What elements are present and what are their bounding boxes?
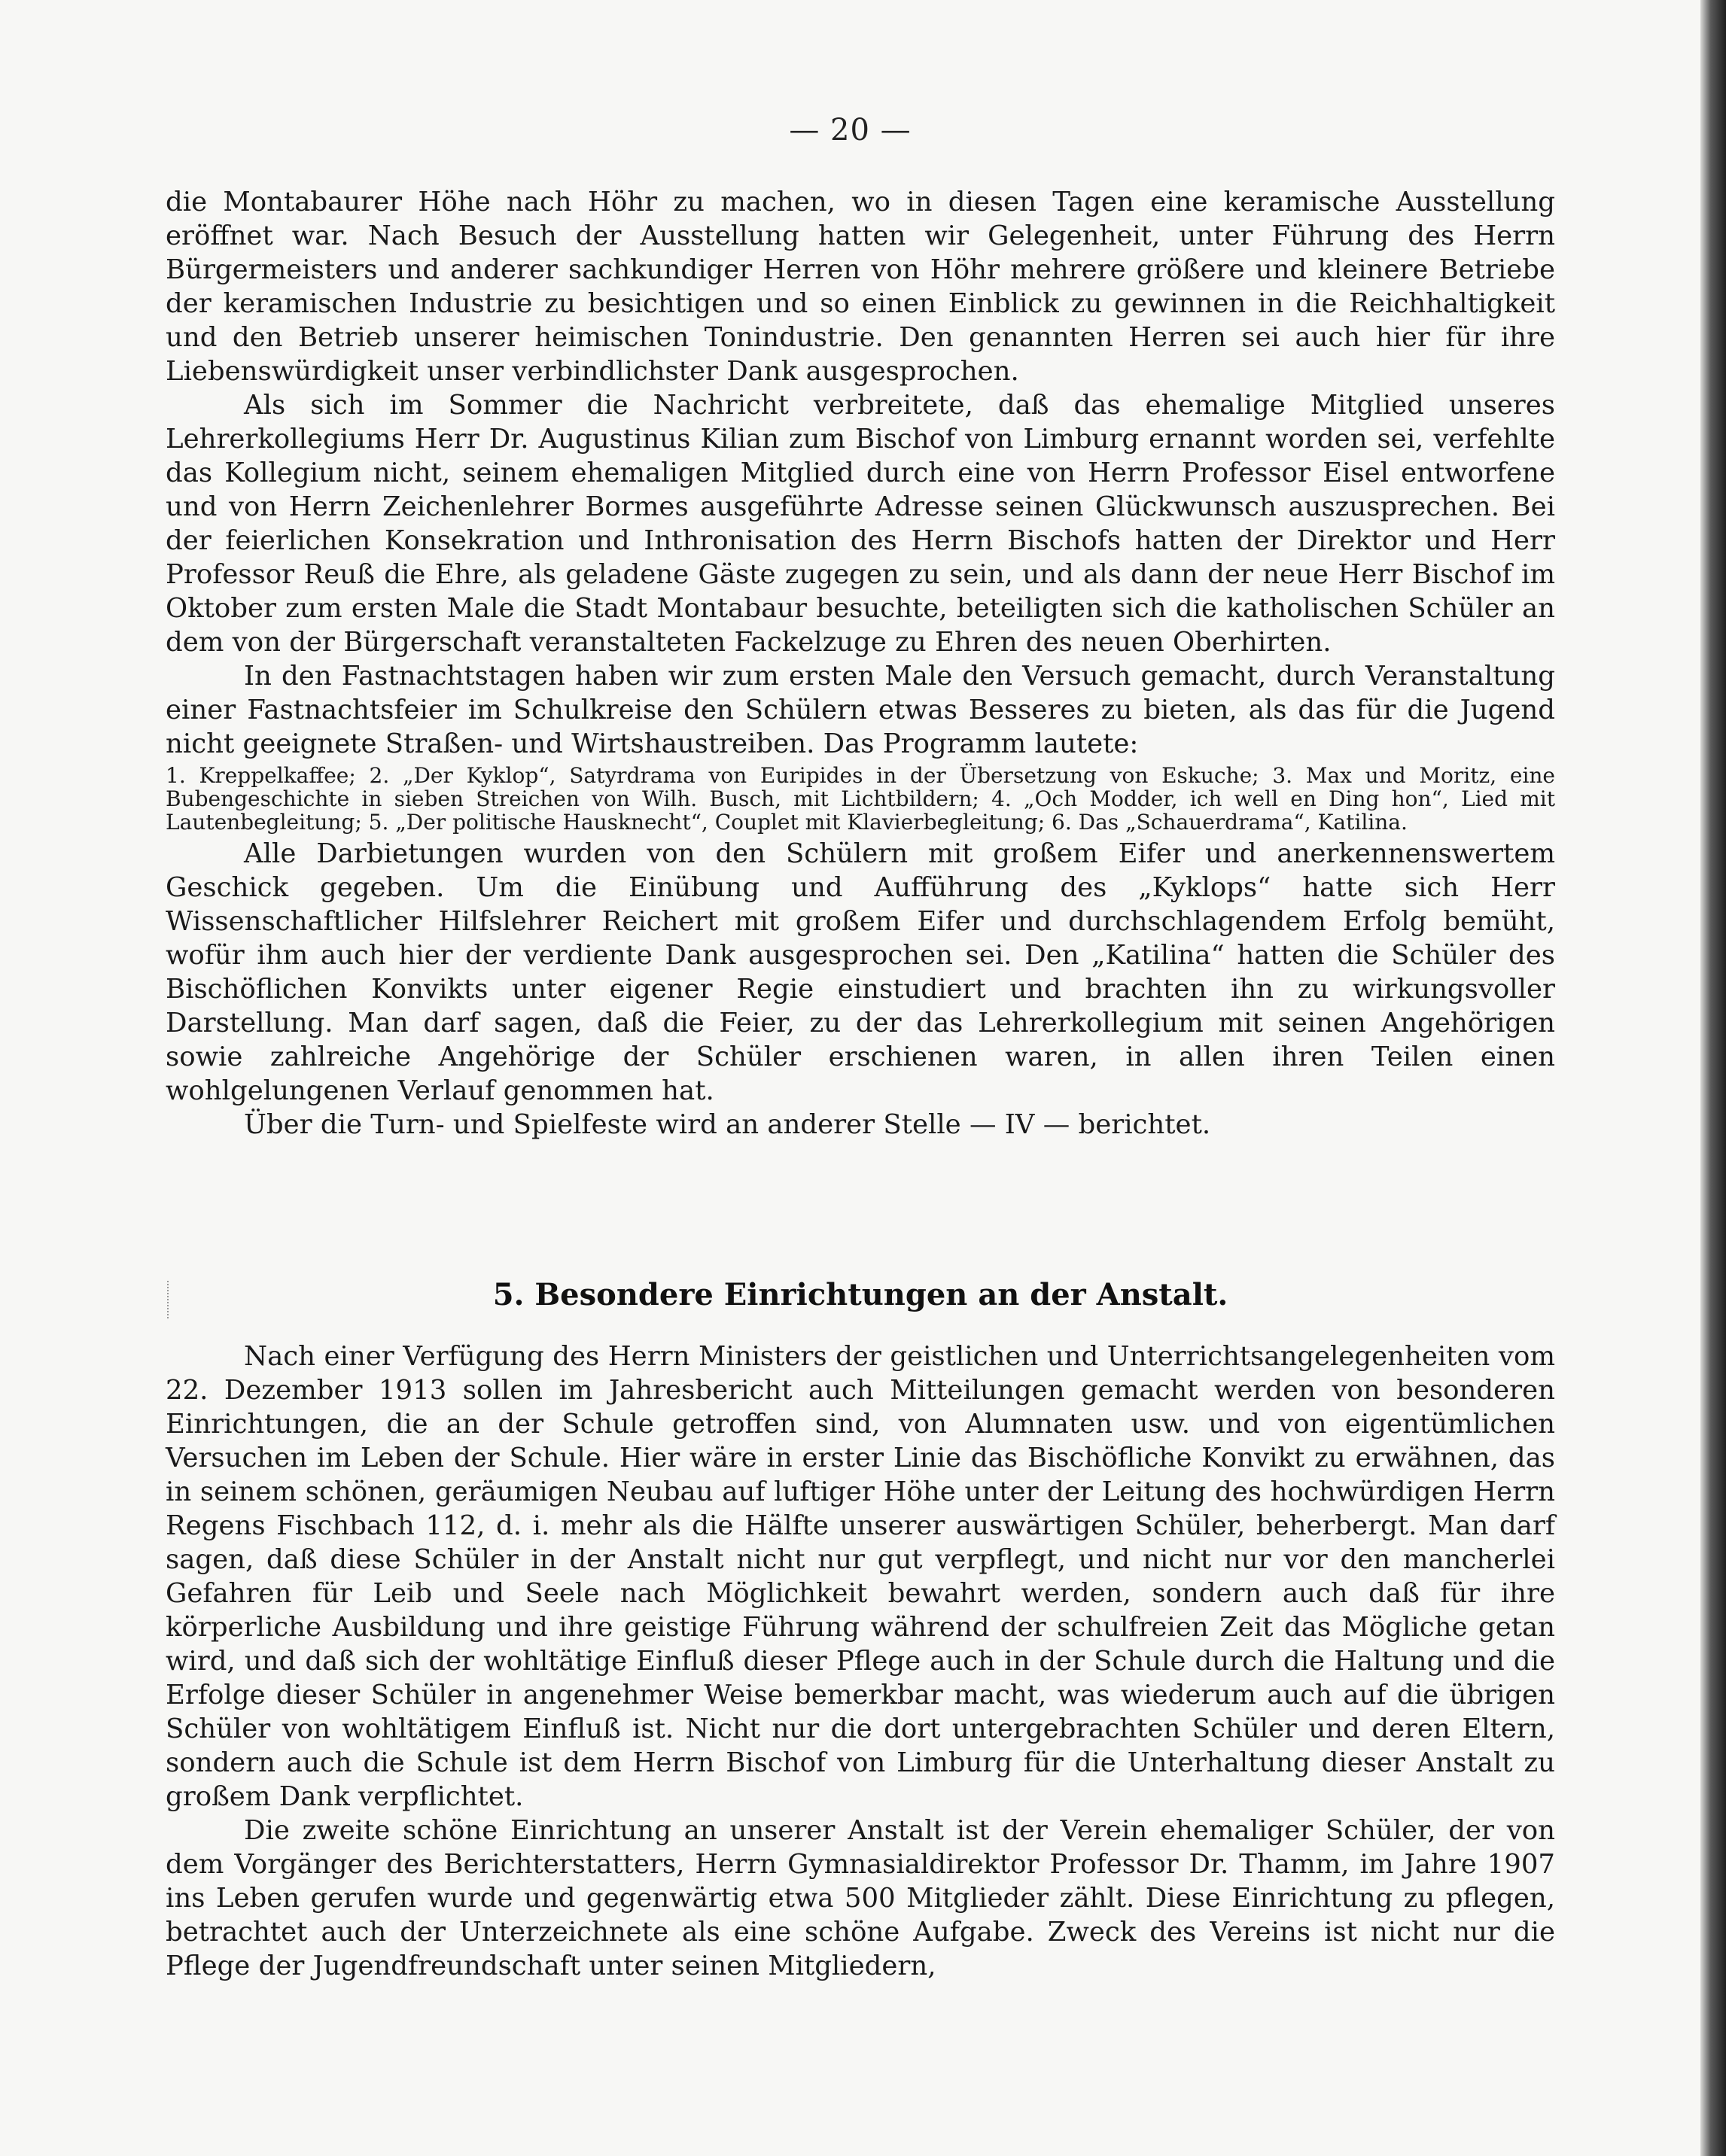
paragraph-konvikt: Nach einer Verfügung des Herrn Ministers der geistlichen und Unterrichtsangelegenheiten vom 22. Dezember 1913 sollen im Jahresbericht auch Mitteilungen gemacht werden von besonderen Einrichtungen, die an der Schule getroffen sind, von Alumnaten usw. und von eigentümlichen Versuchen im Leben der Schule. Hier wäre in erster Linie das Bischöfliche Konvikt zu erwähnen, das in seinem schönen, geräumigen Neubau auf luftiger Höhe unter der Leitung des hochwürdigen Herrn Regens Fischbach 112, d. i. mehr als die Hälfte unserer auswärtigen Schüler, beherbergt. Man darf sagen, daß diese Schüler in der Anstalt nicht nur gut verpflegt, und nicht nur vor den mancherlei Gefahren für Leib und Seele nach Möglichkeit bewahrt werden, sondern auch daß für ihre körperliche Ausbildung und ihre geistige Führung während der schulfreien Zeit das Mögliche getan wird, und daß sich der wohltätige Einfluß dieser Pflege auch in der Schule durch die Haltung und die Erfolge dieser Schüler in angenehmer Weise bemerkbar macht, was wiederum auch auf die übrigen Schüler von wohltätigem Einfluß ist. Nicht nur die dort untergebrachten Schüler und deren Eltern, sondern auch die Schule ist dem Herrn Bischof von Limburg für die Unterhaltung dieser Anstalt zu großem Dank verpflichtet.: [166, 1341, 1555, 1812]
paragraph-ceramic-exhibition: die Montabaurer Höhe nach Höhr zu machen, wo in diesen Tagen eine keramische Ausstellung eröffnet war. Nach Besuch der Ausstellung hatten wir Gelegenheit, unter Führung des Herrn Bürgermeisters und anderer sachkundiger Herren von Höhr mehrere größere und kleinere Betriebe der keramischen Industrie zu besichtigen und so einen Einblick zu gewinnen in die Reichhaltigkeit und den Betrieb unserer heimischen Tonindustrie. Den genannten Herren sei auch hier für ihre Liebenswürdigkeit unser verbindlichster Dank ausgesprochen.: [166, 187, 1555, 387]
paragraph-alumni-association: Die zweite schöne Einrichtung an unserer Anstalt ist der Verein ehemaliger Schüler, der von dem Vorgänger des Berichterstatters, Herrn Gymnasialdirektor Professor Dr. Thamm, im Jahre 1907 ins Leben gerufen wurde und gegenwärtig etwa 500 Mitglieder zählt. Diese Einrichtung zu pflegen, betrachtet auch der Unterzeichnete als eine schöne Aufgabe. Zweck des Vereins ist nicht nur die Pflege der Jugendfreundschaft unter seinen Mitgliedern,: [166, 1815, 1555, 1981]
paragraph-performances: Alle Darbietungen wurden von den Schülern mit großem Eifer und anerkennenswertem Geschick gegeben. Um die Einübung und Aufführung des „Kyklops“ hatte sich Herr Wissenschaftlicher Hilfslehrer Reichert mit großem Eifer und durchschlagendem Erfolg bemüht, wofür ihm auch hier der verdiente Dank ausgesprochen sei. Den „Katilina“ hatten die Schüler des Bischöflichen Konvikts unter eigener Regie einstudiert und brachten ihn zu wirkungsvoller Darstellung. Man darf sagen, daß die Feier, zu der das Lehrerkollegium mit seinen Angehörigen sowie zahlreiche Angehörige der Schüler erschienen waren, in allen ihren Teilen einen wohlgelungenen Verlauf genommen hat.: [166, 838, 1555, 1106]
page-number: — 20 —: [789, 113, 912, 147]
scan-edge-shadow: [1700, 0, 1726, 2156]
paragraph-sports-festivals: Über die Turn- und Spielfeste wird an anderer Stelle — IV — berichtet.: [244, 1109, 1211, 1140]
section-heading: 5. Besondere Einrichtungen an der Anstalt.: [492, 1277, 1228, 1312]
paragraph-carnival: In den Fastnachtstagen haben wir zum ersten Male den Versuch gemacht, durch Veranstaltung einer Fastnachtsfeier im Schulkreise den Schülern etwas Besseres zu bieten, als das für die Jugend nicht geeignete Straßen- und Wirtshaustreiben. Das Programm lautete:: [166, 661, 1555, 759]
program-note: 1. Kreppelkaffee; 2. „Der Kyklop“, Satyrdrama von Euripides in der Übersetzung von Eskuche; 3. Max und Moritz, eine Bubengeschichte in sieben Streichen von Wilh. Busch, mit Lichtbildern; 4. „Och Modder, ich well en Ding hon“, Lied mit Lautenbegleitung; 5. „Der politische Hausknecht“, Couplet mit Klavierbegleitung; 6. Das „Schauerdrama“, Katilina.: [166, 763, 1555, 835]
body-text-bottom: [166, 1340, 1555, 1983]
body-text-top: [166, 185, 1555, 1142]
paragraph-bishop-kilian: Als sich im Sommer die Nachricht verbreitete, daß das ehemalige Mitglied unseres Lehrerkollegiums Herr Dr. Augustinus Kilian zum Bischof von Limburg ernannt worden sei, verfehlte das Kollegium nicht, seinem ehemaligen Mitglied durch eine von Herrn Professor Eisel entworfene und von Herrn Zeichenlehrer Bormes ausgeführte Adresse seinen Glückwunsch auszusprechen. Bei der feierlichen Konsekration und Inthronisation des Herrn Bischofs hatten der Direktor und Herr Professor Reuß die Ehre, als geladene Gäste zugegen zu sein, und als dann der neue Herr Bischof im Oktober zum ersten Male die Stadt Montabaur besuchte, beteiligten sich die katholischen Schüler an dem von der Bürgerschaft veranstalteten Fackelzuge zu Ehren des neuen Oberhirten.: [166, 390, 1555, 658]
